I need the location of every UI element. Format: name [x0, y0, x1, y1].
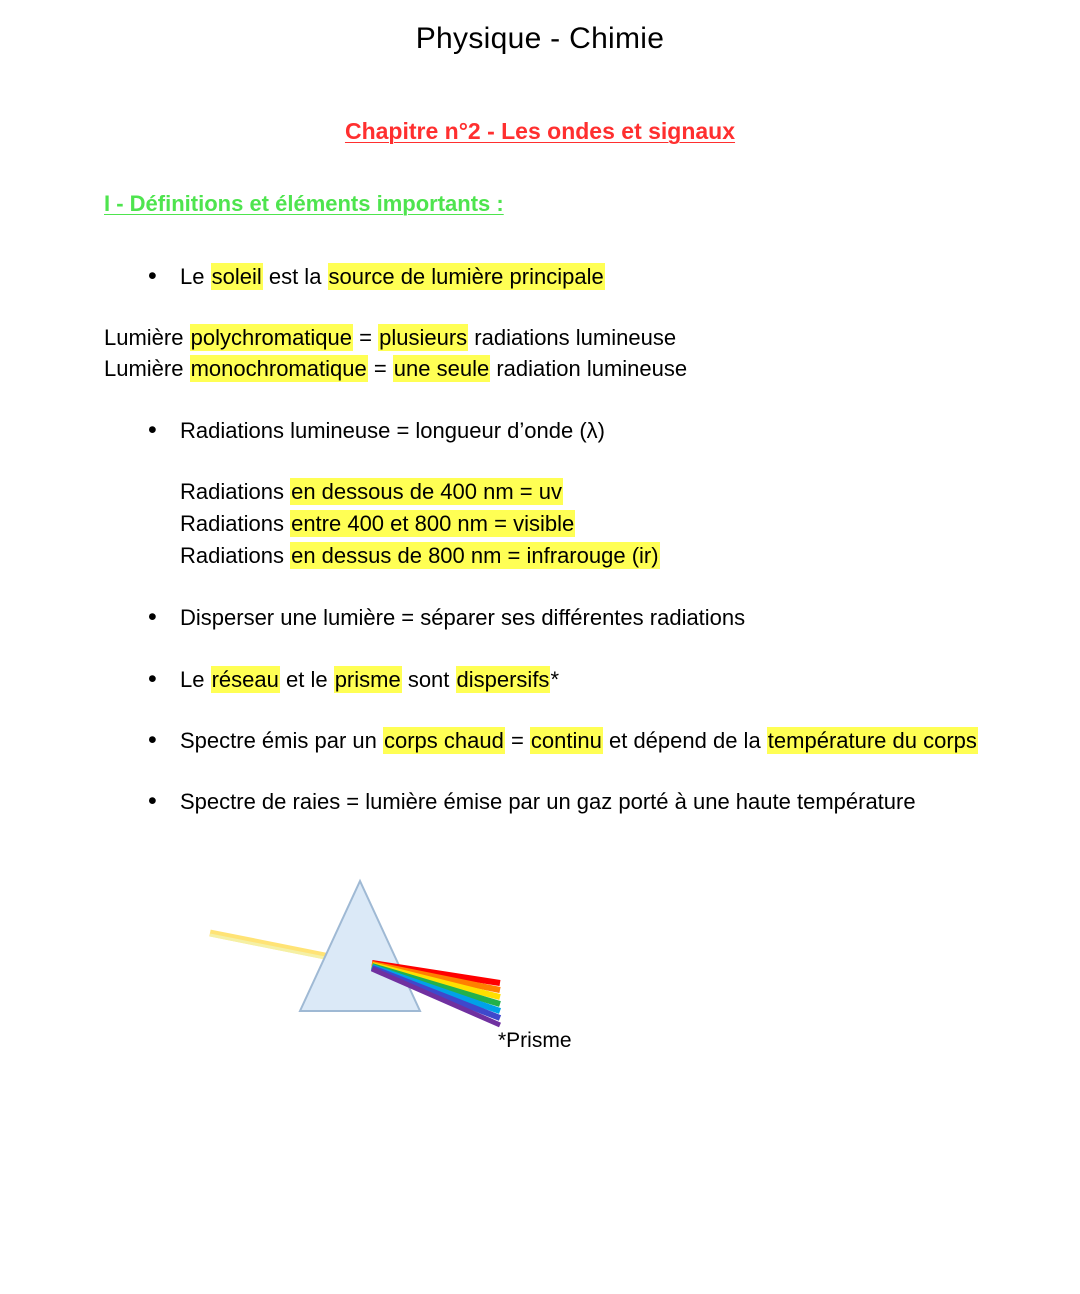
bullet-list-4 — [60, 664, 1020, 695]
highlight-radiations-uv: en dessous de 400 nm = uv — [291, 478, 562, 504]
text-fragment: Spectre émis par un — [180, 727, 383, 753]
text-fragment: * — [550, 666, 559, 692]
bullet-list-2 — [60, 415, 1020, 446]
chapter-title: Chapitre n°2 - Les ondes et signaux — [344, 118, 736, 144]
highlight-temperature-corps: température du corps — [767, 727, 977, 753]
list-item-soleil — [148, 261, 1020, 292]
prism-dispersion-icon — [200, 871, 620, 1051]
text-fragment: radiation lumineuse — [490, 356, 688, 382]
line-radiations-visible — [180, 508, 1020, 540]
prism-figure — [60, 871, 1020, 1061]
line-radiations-uv — [180, 476, 1020, 508]
highlight-monochromatique: monochromatique — [190, 356, 367, 382]
highlight-polychromatique: polychromatique — [190, 325, 353, 351]
text-fragment: Le — [180, 666, 211, 692]
highlight-dispersifs: dispersifs — [456, 666, 550, 692]
highlight-corps-chaud: corps chaud — [383, 727, 504, 753]
text-fragment: = — [367, 356, 393, 382]
list-item-spectre-de-raies: • Spectre de raies = lumière émise par un gaz porté à une haute température — [148, 786, 1020, 817]
highlight-une-seule: une seule — [393, 356, 490, 382]
text-fragment: = — [504, 727, 530, 753]
text-fragment: Lumière — [104, 325, 190, 351]
bullet-list-3 — [60, 602, 1020, 633]
highlight-reseau: réseau — [211, 666, 279, 692]
highlight-plusieurs: plusieurs — [379, 325, 468, 351]
line-radiations-infrarouge — [180, 540, 1020, 572]
text-fragment: Le — [180, 264, 211, 289]
text-fragment: et dépend de la — [602, 727, 767, 753]
list-item-reseau-prisme — [148, 664, 1020, 695]
highlight-soleil: soleil — [211, 264, 262, 289]
highlight-continu: continu — [530, 727, 602, 753]
text-fragment: et le — [279, 666, 334, 692]
bullet-list-1 — [60, 261, 1020, 292]
text-fragment: Lumière — [104, 356, 190, 382]
section-title: I - Définitions et éléments importants : — [104, 191, 504, 216]
text-fragment: Radiations — [180, 511, 291, 537]
line-lumiere-monochromatique — [104, 353, 1020, 384]
figure-caption: *Prisme — [498, 1029, 572, 1053]
list-item-spectre-corps-chaud — [148, 725, 1020, 756]
highlight-radiations-visible: entre 400 et 800 nm = visible — [291, 511, 575, 537]
text-fragment: radiations lumineuse — [468, 325, 677, 351]
list-item-disperser: • Disperser une lumière = séparer ses différentes radiations — [148, 602, 1020, 633]
bullet-list-5 — [60, 725, 1020, 756]
text-fragment: sont — [401, 666, 456, 692]
list-item-radiations-longueur-onde: • Radiations lumineuse = longueur d’onde (λ) — [148, 415, 1020, 446]
highlight-prisme: prisme — [334, 666, 401, 692]
line-lumiere-polychromatique — [104, 322, 1020, 353]
text-fragment: Radiations — [180, 478, 291, 504]
bullet-list-6 — [60, 786, 1020, 817]
highlight-source-lumiere: source de lumière principale — [328, 264, 604, 289]
highlight-radiations-infrarouge: en dessus de 800 nm = infrarouge (ir) — [291, 543, 659, 569]
text-fragment: = — [353, 325, 379, 351]
text-fragment: Radiations — [180, 543, 291, 569]
page-title: Physique - Chimie — [415, 22, 665, 55]
text-fragment: est la — [262, 264, 328, 289]
